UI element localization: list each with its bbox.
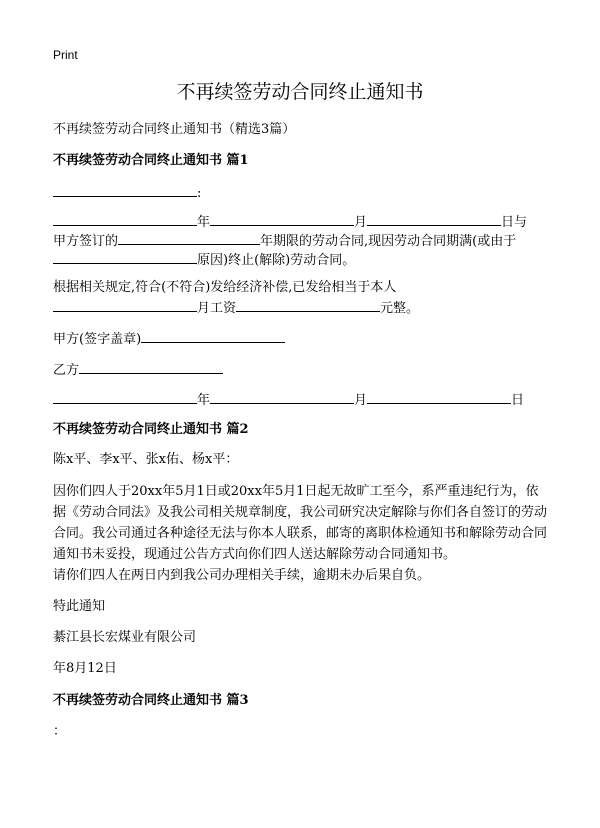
document-subtitle: 不再续签劳动合同终止通知书（精选3篇） bbox=[53, 122, 296, 137]
sign-day-label: 日 bbox=[511, 393, 525, 408]
document-title: 不再续签劳动合同终止通知书 bbox=[176, 81, 424, 103]
party-b-blank bbox=[79, 360, 223, 374]
sign-year-label: 年 bbox=[197, 393, 211, 408]
print-label: Print bbox=[53, 48, 78, 62]
section3-addressee-colon: ： bbox=[53, 724, 67, 739]
sign-month-label: 月 bbox=[354, 393, 368, 408]
start-month-label: 月 bbox=[354, 215, 368, 230]
party-a-signed-label: 甲方签订的 bbox=[53, 234, 119, 249]
party-a-seal-blank bbox=[141, 329, 285, 343]
start-day-label: 日与 bbox=[501, 215, 528, 230]
sign-day-blank bbox=[367, 390, 511, 404]
contract-term-blank bbox=[118, 231, 260, 245]
reason-line bbox=[53, 250, 355, 269]
start-day-blank bbox=[367, 212, 501, 226]
company-name: 綦江县长宏煤业有限公司 bbox=[53, 630, 197, 645]
contract-phrase: 年期限的劳动合同,现因劳动合同期满(或由于 bbox=[260, 234, 517, 249]
sign-year-blank bbox=[53, 390, 197, 404]
notice-line: 特此通知 bbox=[53, 599, 106, 614]
reason-blank bbox=[53, 250, 197, 264]
addressee-blank bbox=[53, 183, 197, 197]
start-month-blank bbox=[210, 212, 354, 226]
start-year-blank bbox=[53, 212, 197, 226]
section2-body-paragraph: 因你们四人于20xx年5月1日或20xx年5月1日起无故旷工至今，系严重违纪行为，依据《劳动合同法》及我公司相关规章制度，我公司研究决定解除与你们各自签订的劳动合同。我公司通过各种途径无法与你本人联系，邮寄的离职体检通知书和解除劳动合同通知书未妥投，现通过公告方式向你们四人送达解除劳动合同通知书。 bbox=[53, 484, 548, 562]
section2-heading: 不再续签劳动合同终止通知书 篇2 bbox=[53, 422, 249, 437]
section1-heading: 不再续签劳动合同终止通知书 篇1 bbox=[53, 153, 249, 168]
addressee-colon: : bbox=[197, 186, 202, 201]
party-b-line bbox=[53, 360, 223, 379]
recipients-line: 陈x平、李x平、张x佑、杨x平： bbox=[53, 452, 239, 467]
reason-phrase: 原因)终止(解除)劳动合同。 bbox=[197, 253, 356, 268]
compensation-line: 根据相关规定,符合(不符合)发给经济补偿,已发给相当于本人 bbox=[53, 280, 397, 295]
amount-blank bbox=[236, 298, 380, 312]
months-blank bbox=[53, 298, 197, 312]
party-a-seal-label: 甲方(签字盖章) bbox=[53, 332, 142, 347]
party-a-seal-line bbox=[53, 329, 285, 348]
compensation-amount-line bbox=[53, 298, 419, 317]
signing-date-line bbox=[53, 390, 524, 409]
section3-heading: 不再续签劳动合同终止通知书 篇3 bbox=[53, 693, 249, 708]
yuan-label: 元整。 bbox=[380, 301, 420, 316]
start-date-line bbox=[53, 212, 527, 231]
sign-month-blank bbox=[210, 390, 354, 404]
contract-term-line bbox=[53, 231, 516, 250]
addressee-line bbox=[53, 183, 201, 202]
monthly-wage-label: 月工资 bbox=[197, 301, 237, 316]
deadline-paragraph: 请你们四人在两日内到我公司办理相关手续，逾期未办后果自负。 bbox=[53, 568, 431, 583]
start-year-label: 年 bbox=[197, 215, 211, 230]
notice-date: 年8月12日 bbox=[53, 661, 117, 676]
party-b-label: 乙方 bbox=[53, 363, 80, 378]
